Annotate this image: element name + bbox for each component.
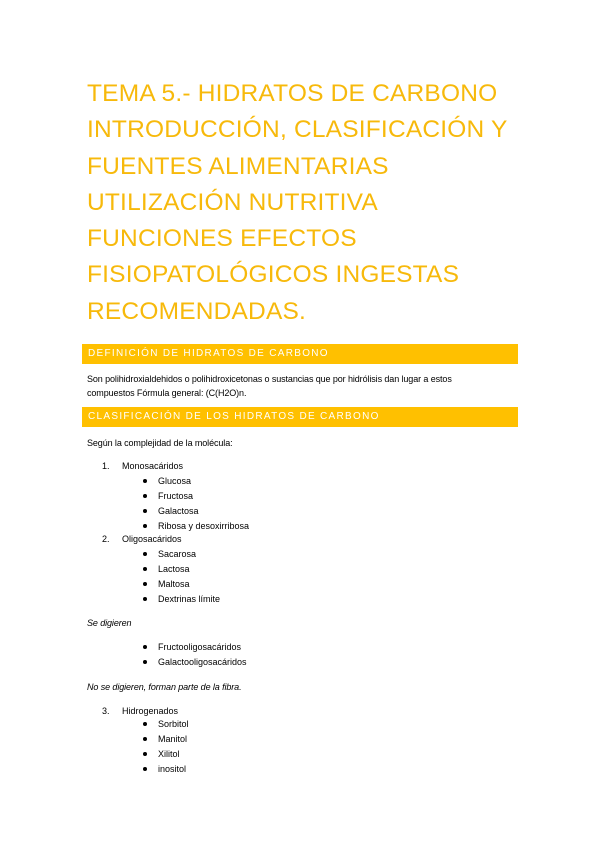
bullet-icon xyxy=(143,737,147,741)
title-line: FUENTES ALIMENTARIAS xyxy=(87,152,389,180)
bullet-icon xyxy=(143,722,147,726)
title-line: RECOMENDADAS. xyxy=(87,297,307,325)
list-number: 2. xyxy=(102,534,110,544)
page-title xyxy=(87,76,557,330)
note-digest: Se digieren xyxy=(87,618,132,628)
classification-intro: Según la complejidad de la molécula: xyxy=(87,438,233,448)
bullet-icon xyxy=(143,645,147,649)
title-line: UTILIZACIÓN NUTRITIVA xyxy=(87,188,378,216)
section-heading-classification: CLASIFICACIÓN DE LOS HIDRATOS DE CARBONO xyxy=(82,407,518,427)
bullet-icon xyxy=(143,567,147,571)
bullet-icon xyxy=(143,767,147,771)
bullet-icon xyxy=(143,494,147,498)
section-heading-definition: DEFINICIÓN DE HIDRATOS DE CARBONO xyxy=(82,344,518,364)
title-line: INTRODUCCIÓN, CLASIFICACIÓN Y xyxy=(87,116,508,144)
list-label: Oligosacáridos xyxy=(122,534,182,544)
bullet-icon xyxy=(143,552,147,556)
bullet-icon xyxy=(143,752,147,756)
bullet-icon xyxy=(143,524,147,528)
title-line: FISIOPATOLÓGICOS INGESTAS xyxy=(87,261,460,289)
definition-line-2: compuestos Fórmula general: (C(H2O)n. xyxy=(87,388,247,398)
bullet-icon xyxy=(143,660,147,664)
list-label: Hidrogenados xyxy=(122,706,179,716)
document-page: TEMA 5.- HIDRATOS DE CARBONO INTRODUCCIÓN, CLASIFICACIÓN Y FUENTES ALIMENTARIAS UTILIZACIÓN NUTRITIVA FUNCIONES EFECTOS FISIOPATOLÓGICOS INGESTAS RECOMENDADAS. DEFINICIÓN DE HIDRATOS DE CARBONO Son polihidroxialdehidos o polihidroxicetonas o sustancias que por hidrólisis dan lugar a estos compuestos Fórmula general: (C(H2O)n. CLASIFICACIÓN DE LOS HIDRATOS DE CARBONO Según la complejidad de la molécula: 1. Monosacáridos Glucosa Fructosa Galactosa Ribosa y desoxirribosa 2. Oligosacáridos Sacarosa Lactosa Maltosa Dextrinas límite Se digieren Fructooligosacáridos Galactooligosacáridos No se digieren, forman parte de la fibra. 3. Hidrogenados Sorbitol Manitol Xilitol inositol xyxy=(0,0,599,848)
bullet-icon xyxy=(143,582,147,586)
title-line: TEMA 5.- HIDRATOS DE CARBONO xyxy=(87,80,498,107)
title-line: FUNCIONES EFECTOS xyxy=(87,225,357,253)
list-number: 1. xyxy=(102,461,110,471)
bullet-icon xyxy=(143,597,147,601)
bullet-icon xyxy=(143,509,147,513)
definition-line-1: Son polihidroxialdehidos o polihidroxicetonas o sustancias que por hidrólisis dan lugar a estos xyxy=(87,374,452,384)
list-label: Monosacáridos xyxy=(122,461,184,471)
bullet-icon xyxy=(143,479,147,483)
note-no-digest: No se digieren, forman parte de la fibra. xyxy=(87,682,242,692)
list-number: 3. xyxy=(102,706,110,716)
